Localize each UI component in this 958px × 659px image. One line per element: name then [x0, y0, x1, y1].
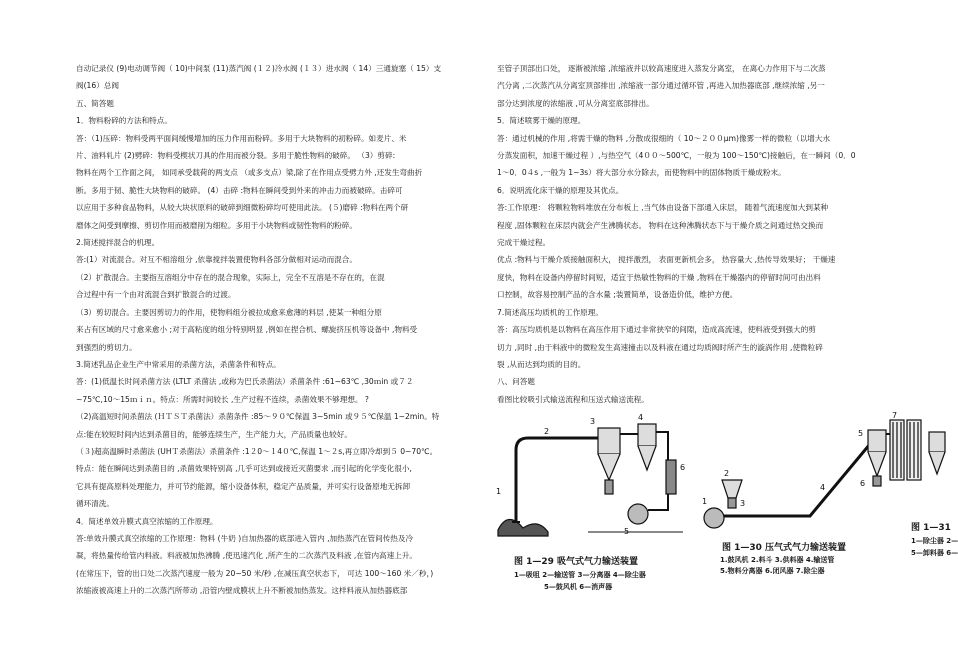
dust-collector-cone: [638, 446, 656, 470]
text-line: 至管子顶部出口处， 逐渐被浓缩 ,浓缩液并以较高速度进入蒸发分离室， 在离心力作用下与二次蒸: [497, 64, 826, 73]
label-1: 1: [496, 487, 502, 496]
text-line: 5．简述喷雾干燥的原理。: [497, 116, 586, 126]
text-line: 优点 :物料与干燥介质接触面积大， 搅拌激烈， 表面更新机会多， 热容量大 ,热传导效果好； 干燥速: [497, 255, 836, 265]
text-line: 看图比较吸引式输送流程和压送式输送流程。: [497, 394, 649, 404]
text-line: 物料在两个工作面之间， 如同承受载荷的两支点 （或多支点）梁,除了在作用点受劈力外 ,还发生弯曲折: [76, 168, 423, 178]
text-line: 3.简述乳品企业生产中常采用的杀菌方法，杀菌条件和特点。: [76, 359, 281, 369]
text-line: 到强烈的剪切力。: [76, 342, 137, 352]
text-line: (在常压下，管的出口处二次蒸汽速度一般为 20~50 米/秒 ,在减压真空状态下， 可达 100～160 米／秒，): [76, 568, 434, 578]
figure-1-31-partial: [905, 410, 958, 570]
figure2-title: 图 1—30 压气式气力输送装置: [722, 543, 847, 553]
text-line: 自动记录仪 (9)电动调节阀（ 10)中间泵 (11)蒸汽阀 (１２)冷水阀 (１３）进水阀（ 14）三通旋塞（ 15）支: [76, 64, 442, 73]
hopper: [722, 480, 742, 498]
text-line: 分蒸发面积，加速干燥过程 ）,与热空气（4００～500℃，一般为 100～150℃)接触后，在一瞬间（0．0: [497, 151, 856, 161]
material-separator: [868, 430, 886, 452]
airlock: [605, 480, 613, 494]
text-line: 答：（1)压碎：物料受两平面间缓慢增加的压力作用而粉碎。多用于大块物料的初粉碎。如麦片、米: [76, 133, 407, 143]
separator-cone: [598, 454, 620, 480]
text-line: 裂 ,从而达到均质的目的。: [497, 359, 586, 369]
text-line: 特点：能在瞬间达到杀菌目的 ,杀菌效果特别高 ,几乎可达到或接近灭菌要求 ,而引起的化学变化很小,: [76, 464, 412, 474]
text-line: 凝，将热量传给管内料液。料液被加热沸腾 ,使迅速汽化 ,所产生的二次蒸汽及料液 ,在管内高速上升。: [76, 551, 418, 561]
right-text-column: [497, 60, 882, 408]
label2-5: 5: [858, 429, 864, 438]
text-line: 合过程中有一个由对流混合到扩散混合的过渡。: [76, 290, 236, 300]
text-line: 答:(1）对流混合。对互不相溶组分 ,依靠搅拌装置使物料各部分做相对运动而混合。: [76, 255, 357, 265]
text-line: 答:工作原理： 将颗粒物料堆放在分布板上 ,当气体由设备下部通入床层， 随着气流速度加大到某种: [497, 203, 829, 213]
text-line: 片、油料轧片 (2)劈碎：物料受楔状刀具的作用而被分裂。多用于脆性物料的破碎。 （3）剪碎:: [76, 151, 396, 161]
text-line: （2）扩散混合。主要指互溶组分中存在的混合现象，实际上，完全不互溶是不存在的，在混: [76, 272, 385, 282]
silencer: [666, 460, 676, 494]
text-line: （2)高温短时间杀菌法 (ＨＴＳＴ杀菌法）杀菌条件 :85～９０℃保温 3~5min 或９５℃保温 1~2min。特: [76, 412, 440, 422]
text-line: 点:能在较短时间内达到杀菌目的，能够连续生产，生产能力大，产品质量也较好。: [76, 429, 352, 439]
partial-diagram: [905, 410, 950, 530]
figure2-legend-1: 1.鼓风机 2.料斗 3.供料器 4.输送管: [720, 556, 835, 564]
dust-collector-body: [638, 424, 656, 446]
pressure-pipe: [724, 444, 870, 516]
label2-7: 7: [892, 411, 898, 420]
rotary-valve: [873, 476, 881, 486]
text-line: 答：高压均质机是以物料在高压作用下通过非常狭窄的间隙，造成高流速，使料液受到强大的剪: [497, 325, 816, 335]
label2-2: 2: [724, 469, 730, 478]
figure1-title: 图 1—29 吸气式气力输送装置: [514, 557, 639, 567]
pressure-conveying-diagram: [700, 410, 905, 540]
figure-suction-conveying: [488, 410, 693, 600]
label2-3: 3: [740, 499, 746, 508]
blower: [628, 504, 648, 524]
figure3-legend-2: 5—卸料器 6—: [911, 549, 958, 557]
text-line: 完成干燥过程。: [497, 238, 551, 248]
text-line: （３)超高温瞬时杀菌法 (UHＴ杀菌法）杀菌条件 :1２0～１4０℃,保温 1～２s,再立即冷却到５ 0~70℃。: [76, 446, 438, 456]
text-line: 汽分离 ,二次蒸汽从分离室顶部排出 ,浓缩液一部分通过循环管 ,再进入加热器底部 ,继续浓缩 ,另一: [497, 81, 825, 91]
text-line: 阀(16）总阀: [76, 81, 119, 91]
figure-pressure-conveying: [700, 410, 905, 575]
text-line: 4．简述单效升膜式真空浓缩的工作原理。: [76, 516, 218, 526]
text-line: 五、简答题: [76, 98, 114, 108]
label-2: 2: [544, 427, 550, 436]
feeder: [728, 498, 736, 508]
text-line: 6．说明流化床干燥的原理及其优点。: [497, 185, 624, 195]
label2-1: 1: [702, 497, 708, 506]
text-line: 部分达到浓度的浓缩液 ,可从分离室底部排出。: [497, 98, 654, 108]
figure3-title: 图 1—31: [911, 523, 951, 533]
text-line: 度快，物料在设备内停留时间短，适宜于热敏性物料的干燥 ,物料在干燥器内的停留时间可由出料: [497, 272, 821, 282]
text-line: 磨体之间受到摩擦、剪切作用而被磨削为细粒。多用于小块物料或韧性物料的粉碎。: [76, 220, 357, 230]
text-line: 浓缩液被高速上升的二次蒸汽所带动 ,沿管内壁成膜状上升不断被加热蒸发。这样料液从加热器底部: [76, 586, 408, 596]
text-line: 答：通过机械的作用 ,将需干燥的物料 ,分散成很细的（ 10～２００μm)像雾一样的微粒（以增大水: [497, 133, 831, 143]
figure3-legend-1: 1—除尘器 2—: [911, 537, 958, 545]
figure2-legend-2: 5.物料分离器 6.闭风器 7.除尘器: [720, 567, 825, 575]
label2-4: 4: [820, 483, 826, 492]
text-line: 循环清洗。: [76, 499, 114, 509]
figure1-legend-2: 5—鼓风机 6—消声器: [544, 583, 613, 591]
text-line: 它具有提高原料处理能力，并可节约能源，缩小设备体积，稳定产品质量，并可实行设备原地无拆卸: [76, 481, 411, 491]
text-line: 7.简述高压均质机的工作原理。: [497, 307, 603, 317]
label-6: 6: [680, 463, 686, 472]
left-text-column: [76, 60, 471, 600]
text-line: （3）剪切混合。主要因剪切力的作用，使物料组分被拉成愈来愈薄的料层 ,使某一种组分原: [76, 307, 382, 317]
text-line: 程度 ,固体颗粒在床层内就会产生沸腾状态。 物料在这种沸腾状态下与干燥介质之间通过热交换而: [497, 220, 824, 230]
text-line: 来占有区域的尺寸愈来愈小 ;对于高粘度的组分特别明显 ,例如在捏合机、螺旋挤压机等设备中 ,物料受: [76, 325, 418, 335]
text-line: 1．物料粉碎的方法和特点。: [76, 116, 172, 126]
bag-dust-collector: [890, 420, 904, 480]
text-line: 答：(1)低温长时间杀菌方法 (LTLT 杀菌法 ,或称为巴氏杀菌法）杀菌条件 :61~63℃ ,30ｍin 或７２: [76, 377, 414, 387]
text-line: 1～0．0４s ,一般为 1~3s）将大部分水分除去，而使物料中的固体物质干燥成粉末。: [497, 168, 786, 178]
label-5: 5: [624, 527, 630, 536]
text-line: 断。多用于韧、脆性大块物料的破碎。 (4）击碎 :物料在瞬间受到外来的冲击力而被破碎。击碎可: [76, 185, 403, 195]
label2-6: 6: [860, 479, 866, 488]
conveying-pipe: [516, 438, 598, 522]
text-line: 切力 ,同时 ,由于料液中的微粒发生高速撞击以及料液在通过均质阀时所产生的漩涡作用 ,使微粒碎: [497, 342, 823, 352]
text-line: 口控制，故容易控制产品的含水量 ;装置简单，设备造价低，维护方便。: [497, 290, 738, 300]
pressure-blower: [704, 508, 724, 528]
material-pile: [498, 519, 548, 536]
text-line: 答:单效升膜式真空浓缩的工作原理：物料 (牛奶 )自加热器的底部进入管内 ,加热蒸汽在管间传热及冷: [76, 533, 414, 543]
separator-body: [598, 428, 620, 454]
text-line: 2.简述搅拌混合的机理。: [76, 238, 160, 248]
text-line: ~75℃,10～15ｍｉｎ。特点：所需时间较长 ,生产过程不连续，杀菌效果不够理想。 ?: [76, 394, 369, 404]
label-4: 4: [638, 413, 644, 422]
text-line: 以应用于多种食品物料，从较大块状原料的破碎到细微粉碎均可使用此法。 (５)磨碎 :物料在两个研: [76, 203, 409, 213]
text-line: 八、问答题: [497, 377, 535, 387]
figure1-legend-1: 1—吸咀 2—输送管 3—分离器 4—除尘器: [514, 571, 646, 579]
label-3: 3: [590, 417, 596, 426]
